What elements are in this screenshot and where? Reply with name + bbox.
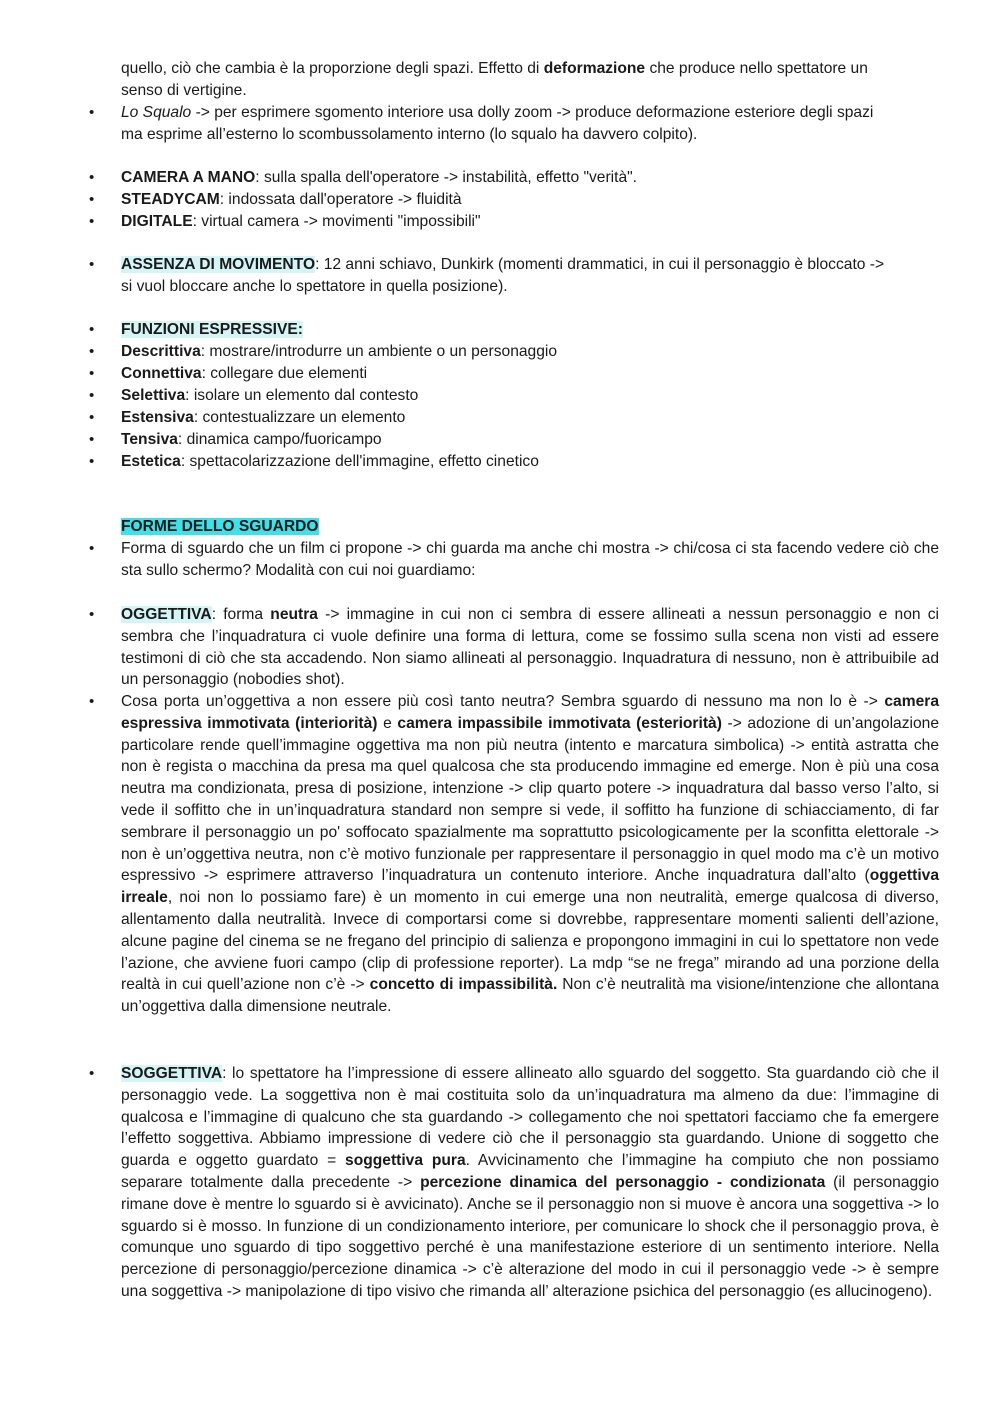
paragraph: Cosa porta un’oggettiva a non essere più così tanto neutra? Sembra sguardo di nessuno ma non lo è -> camera espressiva immotivata (interiorità) e camera impassibile immotivata (esteriorità) -> adozione di un’angolazione particolare rende quell’immagine oggettiva ma non più neutra (intento e marcatura simbolica) -> entità astratta che non è regista o macchina da presa ma quel qualcosa che sta producendo immagine ed emerge. Non è più una cosa neutra ma condizionata, presa di posizione, intenzione -> clip quarto potere -> inquadratura dal basso verso l’alto, si vede il soffitto che in un’inquadratura standard non sempre si vede, il soffitto ha funzione di schiacciamento, di far sembrare il personaggio un po' soffocato spazialmente ma soprattutto psicologicamente per la sconfitta elettorale -> non è un’oggettiva neutra, non c’è motivo funzionale per rappresentare il personaggio in quel modo ma c’è un motivo espressivo -> esprimere attraverso l’inquadratura un contenuto interiore. Anche inquadratura dall’alto (oggettiva irreale, noi non lo possiamo fare) è un momento in cui emerge una non neutralità, emerge qualcosa di diverso, allentamento dalla neutralità. Invece di comportarsi come si dovrebbe, rappresentare momenti salienti dell’azione, alcune pagine del cinema se ne fregano del principio di salienza e propongono immagini in cui lo spettatore non vede l’azione, che avviene fuori campo (clip di professione reporter). La mdp “se ne frega” mirando ad una porzione della realtà in cui quell’azione non c’è -> concetto di impassibilità. Non c’è neutralità ma visione/intenzione che allontana un’oggettiva dalla dimensione neutrale. <box>121 693 939 1016</box>
bullet-icon: • <box>89 365 95 382</box>
list-item: Estetica: spettacolarizzazione dell'immagine, effetto cinetico <box>121 453 539 470</box>
bullet-icon: • <box>89 453 95 470</box>
text-line: quello, ciò che cambia è la proporzione degli spazi. Effetto di deformazione che produce nello spettatore un <box>121 60 868 77</box>
paragraph: Forma di sguardo che un film ci propone -> chi guarda ma anche chi mostra -> chi/cosa ci sta facendo vedere ciò che sta sullo schermo? Modalità con cui noi guardiamo: <box>121 540 939 579</box>
list-item: Descrittiva: mostrare/introdurre un ambiente o un personaggio <box>121 343 558 360</box>
bullet-icon: • <box>89 1065 95 1082</box>
bullet-icon: • <box>89 431 95 448</box>
section-heading: FUNZIONI ESPRESSIVE: <box>121 321 303 338</box>
bullet-icon: • <box>89 343 95 360</box>
bullet-icon: • <box>89 256 95 273</box>
text-line: Lo Squalo -> per esprimere sgomento interiore usa dolly zoom -> produce deformazione esteriore degli spazi <box>121 104 874 121</box>
text-line: ma esprime all’esterno lo scombussolamento interno (lo squalo ha davvero colpito). <box>121 126 698 143</box>
list-item: ASSENZA DI MOVIMENTO: 12 anni schiavo, Dunkirk (momenti drammatici, in cui il personaggio è bloccato -> <box>121 256 885 273</box>
bullet-icon: • <box>89 191 95 208</box>
bullet-icon: • <box>89 387 95 404</box>
bullet-icon: • <box>89 169 95 186</box>
bullet-icon: • <box>89 606 95 623</box>
list-item: STEADYCAM: indossata dall'operatore -> fluidità <box>121 191 462 208</box>
list-item: Tensiva: dinamica campo/fuoricampo <box>121 431 382 448</box>
list-item: DIGITALE: virtual camera -> movimenti "impossibili" <box>121 213 481 230</box>
list-item: Connettiva: collegare due elementi <box>121 365 368 382</box>
text-line: senso di vertigine. <box>121 82 247 99</box>
bullet-icon: • <box>89 213 95 230</box>
text-line: si vuol bloccare anche lo spettatore in quella posizione). <box>121 278 508 295</box>
paragraph: OGGETTIVA: forma neutra -> immagine in cui non ci sembra di essere allineati a nessun personaggio e non ci sembra che l’inquadratura ci vuole definire una forma di lettura, come se fossimo sulla scena non visti ad essere testimoni di ciò che sta accadendo. Non siamo allineati al personaggio. Inquadratura di nessuno, non è attribuibile ad un personaggio (nobodies shot). <box>121 606 939 689</box>
paragraph: SOGGETTIVA: lo spettatore ha l’impressione di essere allineato allo sguardo del soggetto. Sta guardando ciò che il personaggio vede. La soggettiva non è mai costituita solo da un’inquadratura ma almeno da due: l’immagine di qualcosa e l’immagine di qualcuno che sta guardando -> collegamento che noi spettatori facciamo che fa emergere l’effetto soggettiva. Abbiamo impressione di vedere ciò che il personaggio sta guardando. Unione di soggetto che guarda e oggetto guardato = soggettiva pura. Avvicinamento che l’immagine ha compiuto che non possiamo separare totalmente dalla precedente -> percezione dinamica del personaggio - condizionata (il personaggio rimane dove è mentre lo sguardo si è avvicinato). Anche se il personaggio non si muove è ancora una soggettiva -> lo sguardo si è mosso. In funzione di un condizionamento interiore, per comunicare lo shock che il personaggio prova, è comunque uno sguardo di tipo soggettivo perché è una manifestazione esteriore di un sentimento interiore. Nella percezione di personaggio/percezione dinamica -> c’è alterazione del modo in cui il personaggio vede -> è sempre una soggettiva -> manipolazione di tipo visivo che rimanda all’ alterazione psichica del personaggio (es allucinogeno). <box>121 1065 939 1300</box>
list-item: Selettiva: isolare un elemento dal contesto <box>121 387 419 404</box>
bullet-icon: • <box>89 540 95 557</box>
list-item: Estensiva: contestualizzare un elemento <box>121 409 406 426</box>
bullet-icon: • <box>89 693 95 710</box>
bullet-icon: • <box>89 321 95 338</box>
bullet-icon: • <box>89 409 95 426</box>
section-heading: FORME DELLO SGUARDO <box>121 518 319 535</box>
bullet-icon: • <box>89 104 95 121</box>
list-item: CAMERA A MANO: sulla spalla dell'operatore -> instabilità, effetto "verità". <box>121 169 638 186</box>
